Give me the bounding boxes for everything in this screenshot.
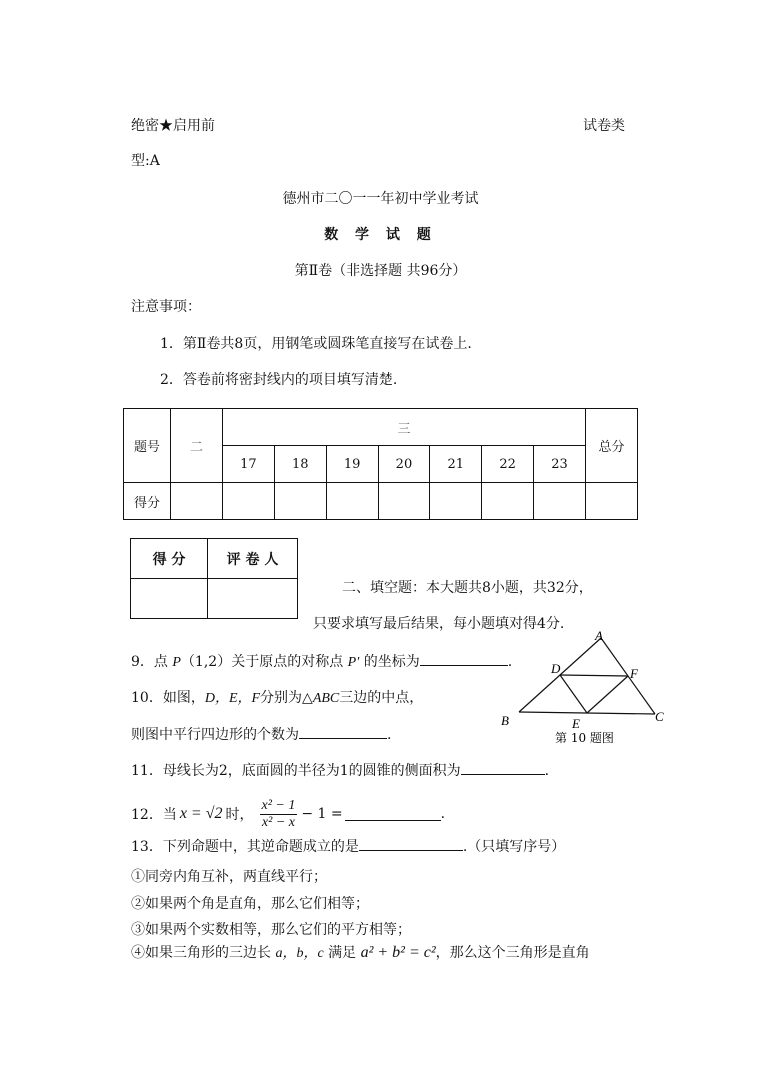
triangle-figure (495, 628, 670, 748)
score-cell (326, 483, 378, 520)
q11-text: 11．母线长为2，底面圆的半径为1的圆锥的侧面积为 (131, 763, 461, 779)
score-cell (430, 483, 482, 520)
q10-vars: D，E，F (204, 691, 261, 706)
header-type-line: 型:A (131, 153, 160, 169)
q12-denominator: x² − x (261, 814, 295, 830)
question-11: 11．母线长为2，底面圆的半径为1的圆锥的侧面积为 . (131, 763, 550, 779)
q9-text-a: 9．点 (131, 654, 168, 670)
q10-triangle: ABC (312, 691, 340, 706)
notes-heading: 注意事项： (131, 299, 201, 315)
opt4-text-c: ，那么这个三角形是直角 (435, 945, 590, 961)
score-table-number: 20 (378, 446, 430, 483)
grade-box (130, 538, 298, 619)
exam-title: 德州市二〇一一年初中学业考试 (282, 191, 479, 207)
score-cell (482, 483, 534, 520)
q9-text-b: （1,2）关于原点的对称点 (180, 654, 344, 670)
q13-option-3: ③如果两个实数相等，那么它们的平方相等； (131, 922, 411, 938)
q12-condition: x = √2 (179, 805, 223, 822)
score-table-score-label: 得分 (124, 483, 171, 520)
score-table-number: 21 (430, 446, 482, 483)
question-13: 13．下列命题中，其逆命题成立的是 .（只填写序号） (131, 839, 566, 855)
score-cell (586, 483, 638, 520)
notes-item-2: 2．答卷前将密封线内的项目填写清楚. (160, 372, 398, 388)
score-table-total: 总分 (586, 409, 638, 483)
score-cell (274, 483, 326, 520)
q10-text-b: 分别为△ (260, 690, 313, 706)
score-table-number: 23 (534, 446, 586, 483)
label-b: B (501, 713, 509, 728)
score-cell (378, 483, 430, 520)
grade-box-grader: 评 卷 人 (208, 539, 298, 579)
score-table-col-two: 二 (171, 409, 223, 483)
midline-de (560, 675, 587, 713)
notes-item-1: 1．第Ⅱ卷共8页，用钢笔或圆珠笔直接写在试卷上. (160, 336, 472, 352)
q9-point-pprime: P′ (347, 655, 360, 670)
subject-title: 数 学 试 题 (324, 227, 437, 243)
score-table-row-label: 题号 (124, 409, 171, 483)
header-left: 绝密★启用前 (131, 118, 215, 134)
score-table (123, 408, 638, 520)
label-e: E (572, 716, 580, 731)
q11-answer-blank[interactable] (461, 762, 545, 775)
volume-title: 第Ⅱ卷（非选择题 共96分） (294, 263, 467, 279)
score-table-number: 18 (274, 446, 326, 483)
q10-text-d: 则图中平行四边形的个数为 (131, 727, 299, 743)
figure-caption: 第 10 题图 (555, 731, 614, 745)
q13-text: 13．下列命题中，其逆命题成立的是 (131, 839, 359, 855)
score-table-number: 17 (223, 446, 275, 483)
q13-tail: （只填写序号） (467, 839, 566, 855)
score-cell (171, 483, 223, 520)
score-table-col-three: 三 (223, 409, 586, 446)
question-9: 9．点 P（1,2）关于原点的对称点 P′ 的坐标为 . (131, 654, 513, 670)
score-cell (534, 483, 586, 520)
grade-box-grader-cell (208, 579, 298, 619)
label-d: D (551, 661, 561, 676)
midline-ef (587, 676, 628, 713)
q9-point-p: P (172, 655, 181, 670)
q10-text-c: 三边的中点， (339, 690, 424, 706)
opt4-equation: a² + b² = c² (360, 944, 436, 961)
q12-fraction (260, 798, 298, 831)
label-f: F (630, 666, 638, 681)
score-table-number: 22 (482, 446, 534, 483)
q12-numerator: x² − 1 (261, 797, 296, 813)
header-right: 试卷类 (583, 118, 625, 134)
score-table-number: 19 (326, 446, 378, 483)
label-c: C (655, 709, 664, 724)
q9-text-c: 的坐标为 (363, 654, 420, 670)
q13-option-2: ②如果两个角是直角，那么它们相等； (131, 896, 369, 912)
q12-text-a: 12．当 (131, 807, 177, 823)
grade-box-score: 得 分 (131, 539, 208, 579)
question-12: 12．当 x = √2 时， $\frac{\text{x² − 1}}{\text{x² − x}}$ − 1 = . (131, 797, 446, 830)
q12-text-c: − 1 = (301, 806, 343, 822)
opt4-vars: a，b，c (275, 946, 324, 961)
question-10 (131, 687, 423, 707)
q12-text-b: 时， (225, 807, 254, 823)
q12-answer-blank[interactable] (345, 808, 441, 821)
question-10-line2: 则图中平行四边形的个数为 . (131, 727, 392, 743)
q13-answer-blank[interactable] (359, 838, 463, 851)
q10-text-a: 10．如图， (131, 690, 205, 706)
q10-answer-blank[interactable] (299, 726, 387, 739)
section2-line1: 二、填空题：本大题共8小题，共32分， (342, 580, 593, 596)
q13-option-1: ①同旁内角互补，两直线平行； (131, 869, 327, 885)
q13-option-4 (131, 942, 590, 962)
score-cell (223, 483, 275, 520)
label-a: A (595, 628, 603, 643)
grade-box-score-cell (131, 579, 208, 619)
opt4-text-b: 满足 (328, 945, 357, 961)
section2-line2: 只要求填写最后结果，每小题填对得4分. (313, 616, 565, 632)
midline-df (560, 675, 628, 676)
opt4-text-a: ④如果三角形的三边长 (131, 945, 271, 961)
